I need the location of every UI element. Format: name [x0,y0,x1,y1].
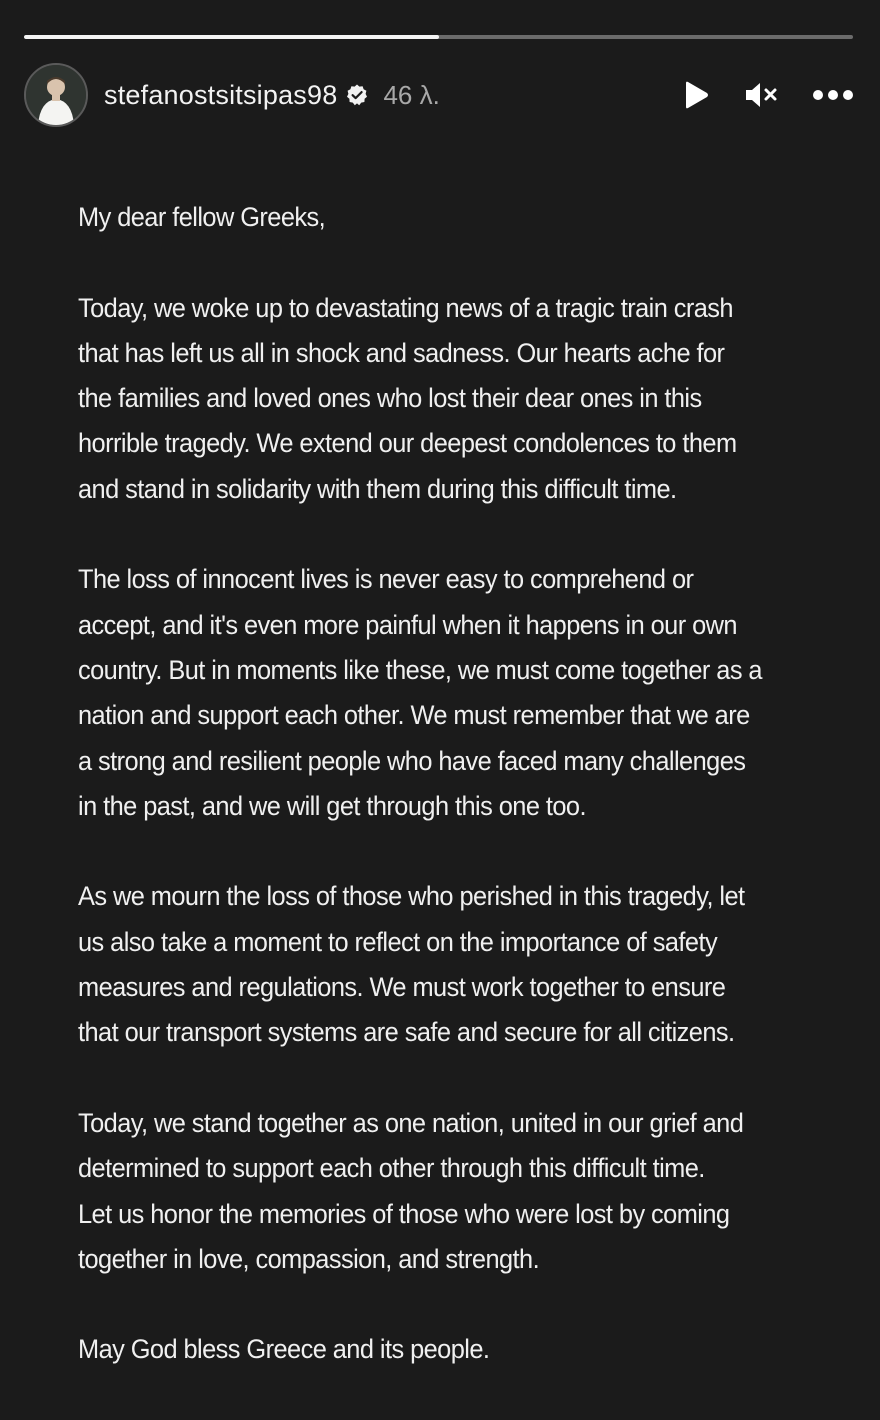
avatar[interactable] [24,63,88,127]
story-header [24,62,854,128]
story-progress-fill [24,35,439,39]
post-paragraph: The loss of innocent lives is never easy to comprehend or accept, and it's even more painful when it happens in our own country. But in moments like these, we must come together as a nation and support each other. We must remember that we are a strong and resilient people who have faced many challenges in the past, and we will get through this one too. [78,564,762,821]
story-controls [682,80,854,110]
more-options-icon [812,89,854,101]
muted-speaker-icon [744,80,778,110]
post-time: 46 λ. [383,79,440,110]
post-paragraph: Today, we stand together as one nation, united in our grief and determined to support each other through this difficult time. Let us honor the memories of those who were lost by coming together in love, compassion, and strength. [78,1107,744,1274]
mute-button[interactable] [744,80,778,110]
username[interactable]: stefanostsitsipas98 [104,79,338,110]
play-icon [682,80,710,110]
profile-avatar-icon [26,65,86,125]
story-progress-bar [24,35,853,39]
story-text-post [78,195,774,1373]
post-paragraph: May God bless Greece and its people. [78,1334,490,1365]
post-paragraph: As we mourn the loss of those who perished in this tragedy, let us also take a moment to reflect on the importance of safety measures and regulations. We must work together to ensure that our transport systems are safe and secure for all citizens. [78,881,745,1048]
verified-badge-icon [345,83,369,107]
post-paragraph: Today, we woke up to devastating news of a tragic train crash that has left us all in shock and sadness. Our hearts ache for the families and loved ones who lost their dear ones in this horrible tragedy. We extend our deepest condolences to them and stand in solidarity with them during this difficult time. [78,292,737,504]
post-paragraph: My dear fellow Greeks, [78,202,326,232]
more-options-button[interactable] [812,89,854,101]
play-button[interactable] [682,80,710,110]
